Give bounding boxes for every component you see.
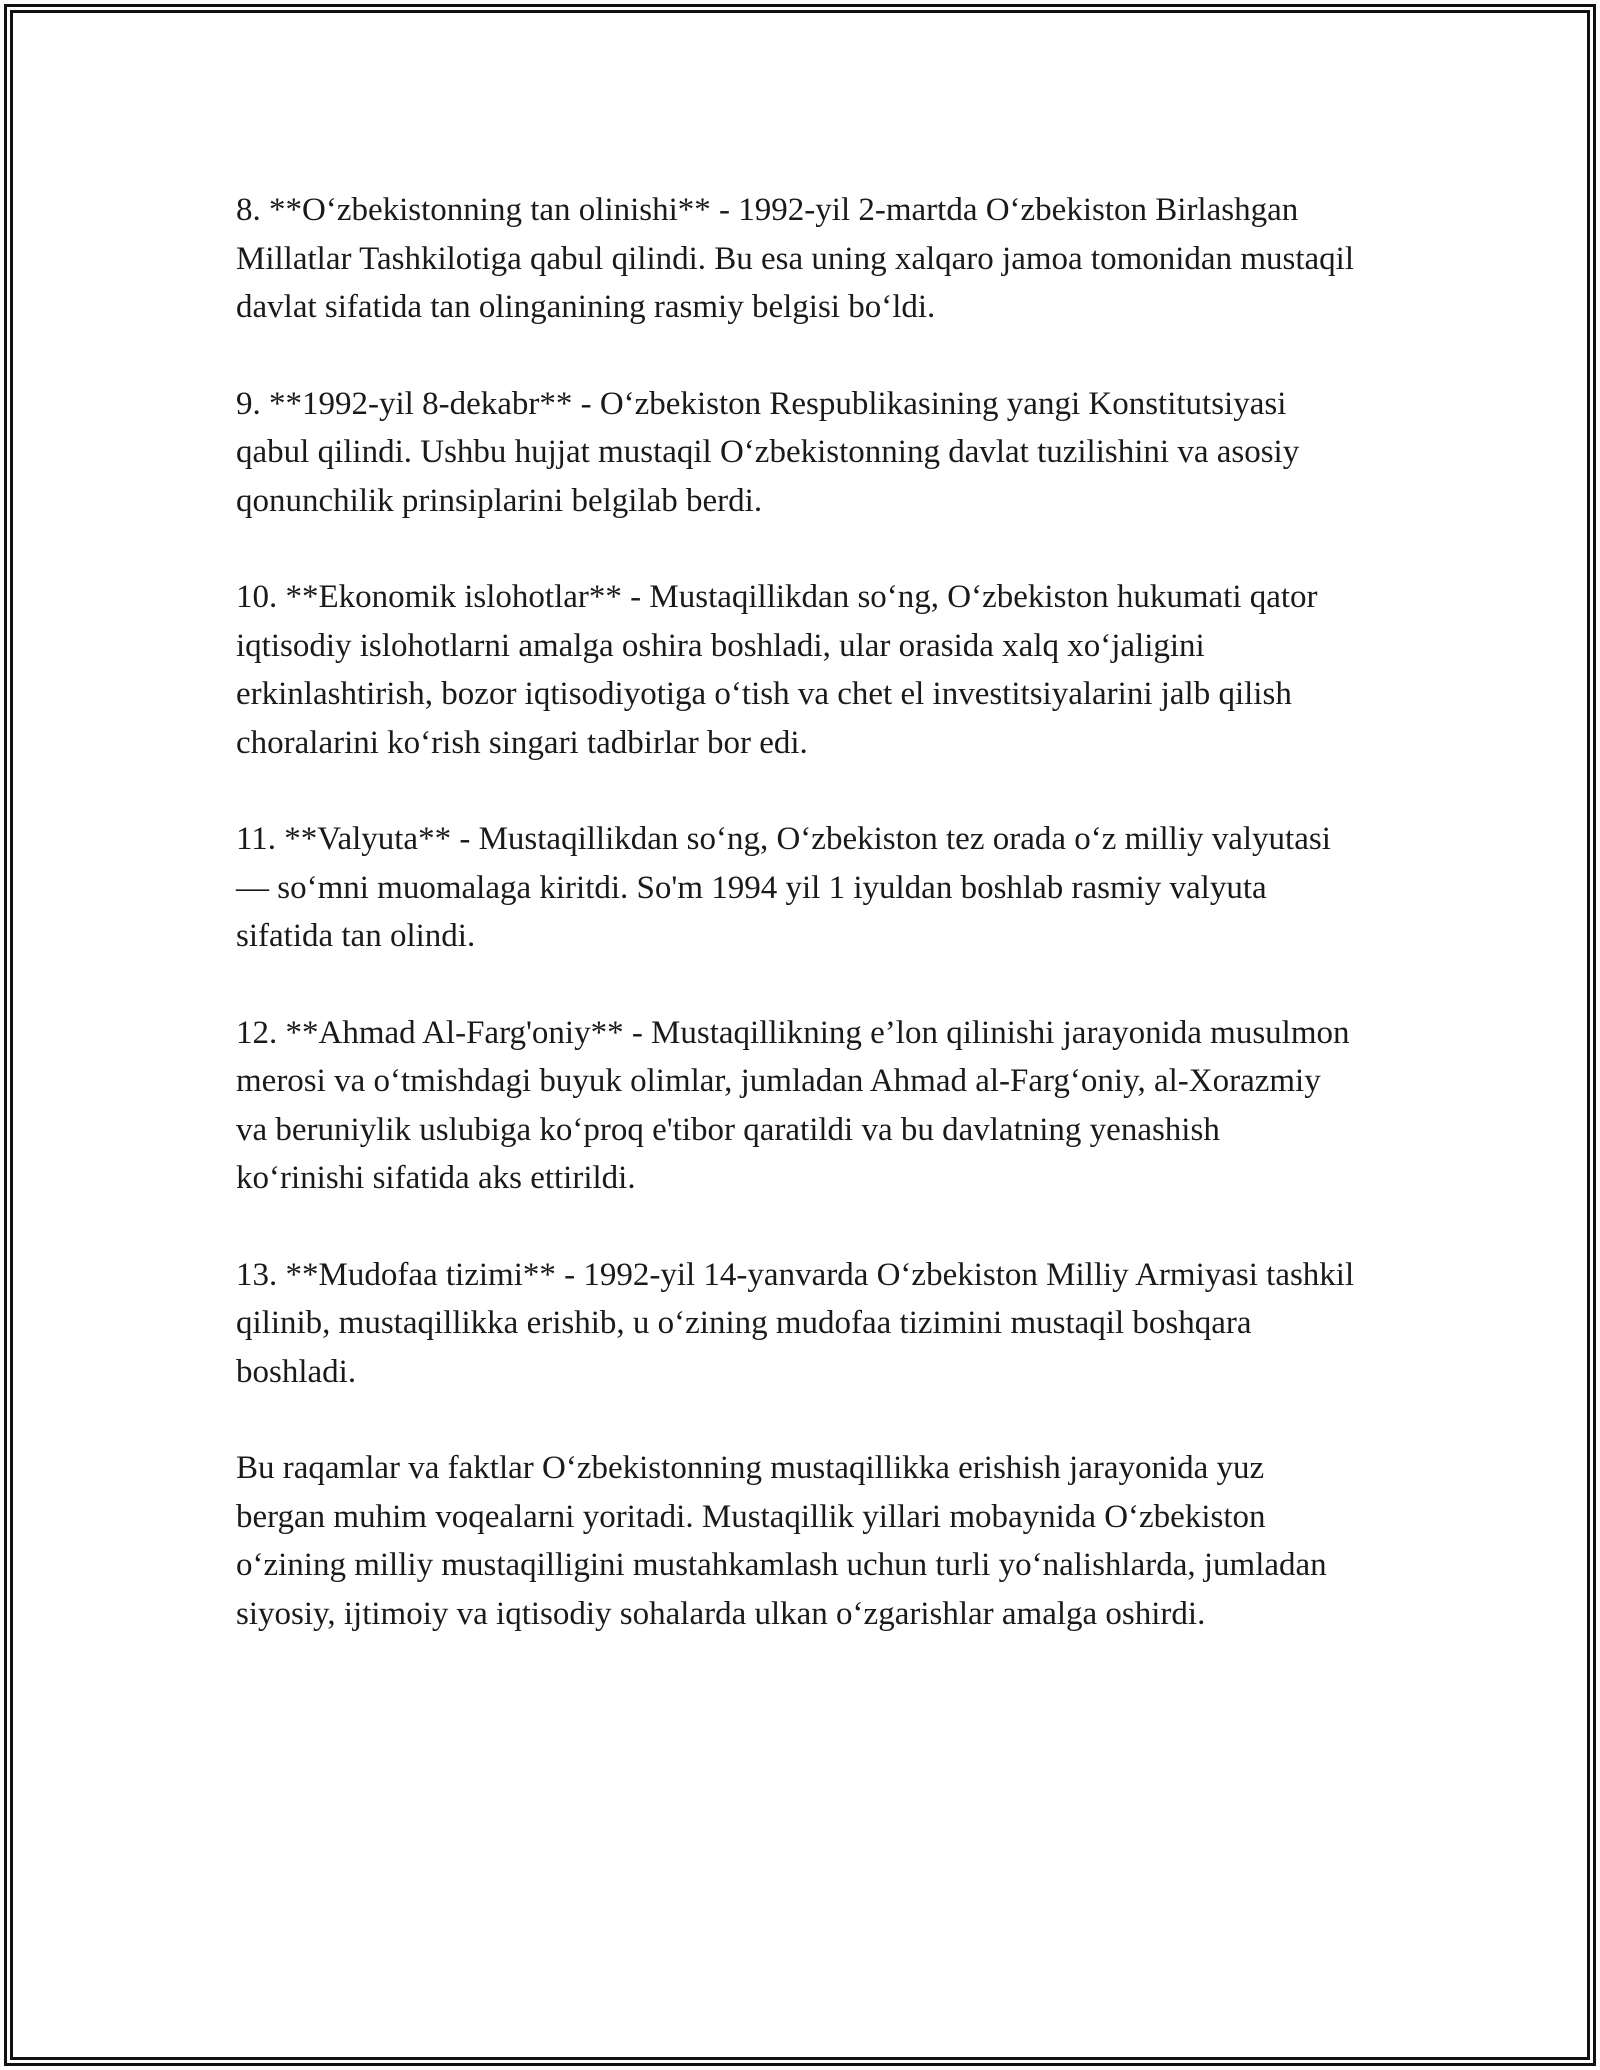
paragraph-item-13: 13. **Mudofaa tizimi** - 1992-yil 14-yanvarda O‘zbekiston Milliy Armiyasi tashkil qilinib, mustaqillikka erishib, u o‘zining mudofaa tizimini mustaqil boshqara boshladi. — [236, 1256, 1355, 1390]
paragraph-item-9: 9. **1992-yil 8-dekabr** - O‘zbekiston Respublikasining yangi Konstitutsiyasi qabul qilindi. Ushbu hujjat mustaqil O‘zbekistonning davlat tuzilishini va asosiy qonunchilik prinsiplarini belgilab berdi. — [236, 385, 1300, 519]
closing-paragraph: Bu raqamlar va faktlar O‘zbekistonning mustaqillikka erishish jarayonida yuz bergan muhim voqealarni yoritadi. Mustaqillik yillari mobaynida O‘zbekiston o‘zining milliy mustaqilligini mustahkamlash uchun turli yo‘nalishlarda, jumladan siyosiy, ijtimoiy va iqtisodiy sohalarda ulkan o‘zgarishlar amalga oshirdi. — [236, 1450, 1327, 1632]
paragraph-item-8: 8. **O‘zbekistonning tan olinishi** - 1992-yil 2-martda O‘zbekiston Birlashgan Millatlar Tashkilotiga qabul qilindi. Bu esa uning xalqaro jamoa tomonidan mustaqil davlat sifatida tan olinganining rasmiy belgisi bo‘ldi. — [236, 192, 1354, 325]
paragraph-item-11: 11. **Valyuta** - Mustaqillikdan so‘ng, O‘zbekiston tez orada o‘z milliy valyutasi — so‘mni muomalaga kiritdi. So'm 1994 yil 1 iyuldan boshlab rasmiy valyuta sifatida tan olindi. — [236, 821, 1331, 954]
paragraph-item-12: 12. **Ahmad Al-Farg'oniy** - Mustaqillikning e’lon qilinishi jarayonida musulmon merosi va o‘tmishdagi buyuk olimlar, jumladan Ahmad al-Farg‘oniy, al-Xorazmiy va beruniylik uslubiga ko‘proq e'tibor qaratildi va bu davlatning yenashish ko‘rinishi sifatida aks ettirildi. — [236, 1014, 1350, 1196]
paragraph-item-10: 10. **Ekonomik islohotlar** - Mustaqillikdan so‘ng, O‘zbekiston hukumati qator iqtisodiy islohotlarni amalga oshira boshladi, ular orasida xalq xo‘jaligini erkinlashtirish, bozor iqtisodiyotiga o‘tish va chet el investitsiyalarini jalb qilish choralarini ko‘rish singari tadbirlar bor edi. — [236, 579, 1318, 761]
document-body — [236, 186, 1356, 1686]
